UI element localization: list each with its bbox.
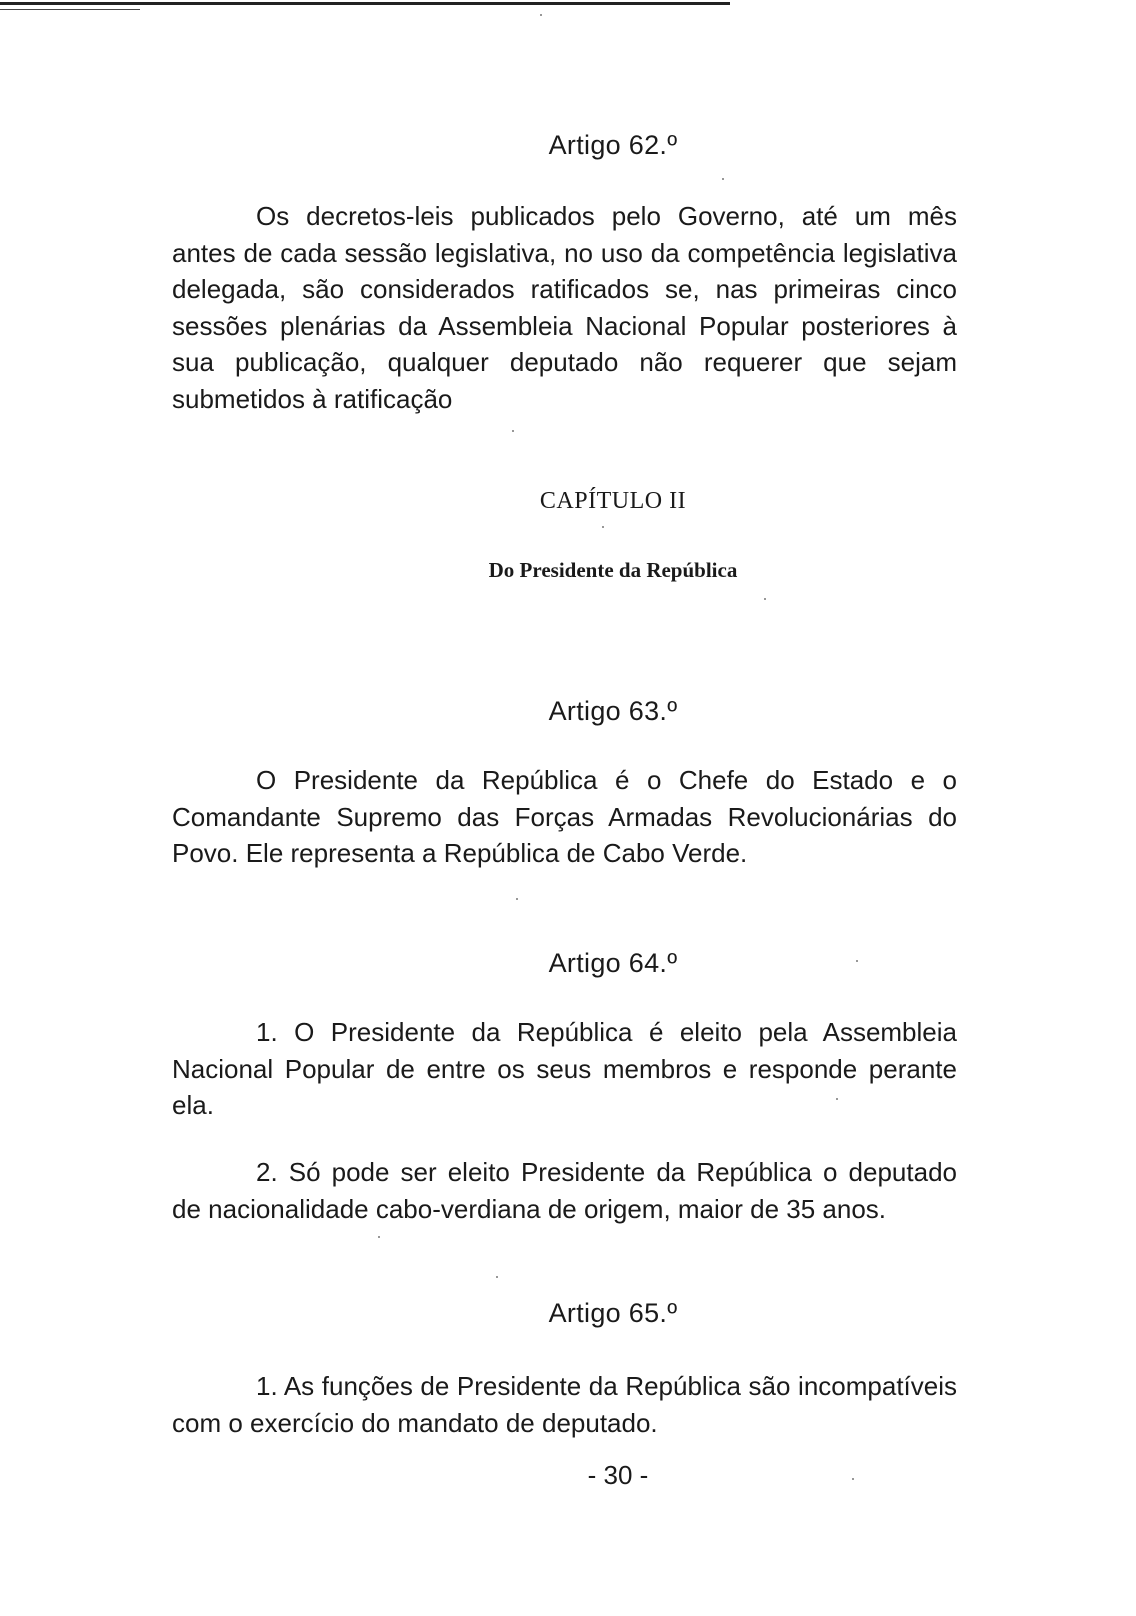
page-number [0, 1460, 1136, 1491]
scan-speck [856, 960, 858, 962]
chapter-subtitle [0, 558, 1136, 583]
scan-speck [512, 430, 514, 432]
scan-speck [496, 1276, 498, 1278]
article-65-paragraph-1: 1. As funções de Presidente da República são incompatíveis com o exercício do mandato de deputado. [172, 1371, 957, 1438]
article-64-paragraph-1: 1. O Presidente da República é eleito pela Assembleia Nacional Popular de entre os seus membros e responde perante ela. [172, 1017, 957, 1120]
article-62-heading [0, 130, 1136, 161]
article-63-heading-text: Artigo 63.º [548, 696, 678, 726]
article-65-heading [0, 1298, 1136, 1329]
chapter-title [0, 488, 1136, 515]
article-62-heading-text: Artigo 62.º [548, 130, 678, 160]
article-64-body-2 [172, 1154, 957, 1227]
scan-speck [602, 526, 604, 528]
scan-speck [764, 598, 766, 600]
article-64-body-1 [172, 1014, 957, 1124]
scan-speck [378, 1236, 380, 1238]
scan-speck [836, 1098, 838, 1100]
article-63-heading [0, 696, 1136, 727]
article-62-body [172, 198, 957, 417]
chapter-title-text: CAPÍTULO II [539, 488, 687, 514]
chapter-subtitle-text: Do Presidente da República [488, 558, 738, 582]
top-scan-rule [0, 2, 730, 5]
scan-speck [540, 14, 542, 16]
article-65-body-1 [172, 1368, 957, 1441]
article-64-heading [0, 948, 1136, 979]
scan-speck [852, 1478, 854, 1480]
article-63-paragraph: O Presidente da República é o Chefe do Estado e o Comandante Supremo das Forças Armadas Revolucionárias do Povo. Ele representa a República de Cabo Verde. [172, 765, 957, 868]
article-63-body [172, 762, 957, 872]
scan-speck [516, 898, 518, 900]
article-64-paragraph-2: 2. Só pode ser eleito Presidente da República o deputado de nacionalidade cabo-verdiana de origem, maior de 35 anos. [172, 1157, 957, 1224]
article-64-heading-text: Artigo 64.º [548, 948, 678, 978]
top-scan-rule-thin [0, 9, 140, 10]
page-number-text: - 30 - [587, 1460, 649, 1490]
article-62-paragraph: Os decretos-leis publicados pelo Governo, até um mês antes de cada sessão legislativa, no uso da competência legislativa delegada, são considerados ratificados se, nas primeiras cinco sessões plenárias da Assembleia Nacional Popular posteriores à sua publicação, qualquer deputado não requerer que sejam submetidos à ratificação [172, 201, 957, 414]
scan-speck [722, 178, 724, 180]
article-65-heading-text: Artigo 65.º [548, 1298, 678, 1328]
